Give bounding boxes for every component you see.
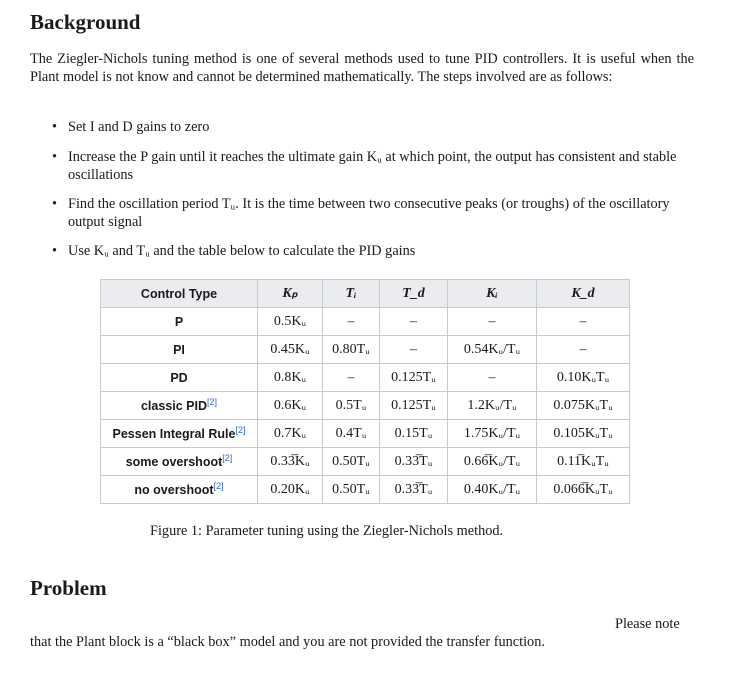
value-cell: – xyxy=(448,308,537,336)
column-header: K_d xyxy=(537,280,630,308)
value-cell: 0.4Tᵤ xyxy=(323,420,380,448)
value-cell: 0.105KᵤTᵤ xyxy=(537,420,630,448)
value-cell: 0.125Tᵤ xyxy=(380,364,448,392)
value-cell: 0.075KᵤTᵤ xyxy=(537,392,630,420)
value-cell: 1.2Kᵤ/Tᵤ xyxy=(448,392,537,420)
control-type-label: P xyxy=(174,314,184,329)
value-cell: – xyxy=(323,364,380,392)
value-cell: 0.45Kᵤ xyxy=(258,336,323,364)
control-type-cell xyxy=(101,364,258,392)
step-item: • Increase the P gain until it reaches the ultimate gain Kᵤ at which point, the output has consistent and stable oscillations xyxy=(52,148,694,184)
steps-list xyxy=(52,118,694,271)
table-row xyxy=(101,420,630,448)
value-cell: 0.15Tᵤ xyxy=(380,420,448,448)
reference-link[interactable]: [2] xyxy=(222,453,233,464)
value-cell: 0.11̅KᵤTᵤ xyxy=(537,448,630,476)
step-item: • Set I and D gains to zero xyxy=(52,118,694,136)
value-cell: – xyxy=(537,308,630,336)
table-row xyxy=(101,308,630,336)
tuning-table xyxy=(100,279,630,504)
value-cell: 0.8Kᵤ xyxy=(258,364,323,392)
control-type-cell xyxy=(101,308,258,336)
table-row xyxy=(101,364,630,392)
value-cell: 0.50Tᵤ xyxy=(323,448,380,476)
column-header: Tᵢ xyxy=(323,280,380,308)
step-item: • Find the oscillation period Tᵤ. It is the time between two consecutive peaks (or troughs) of the oscillatory output signal xyxy=(52,195,694,231)
control-type-label: no overshoot xyxy=(134,483,214,498)
reference-link[interactable]: [2] xyxy=(235,425,246,436)
control-type-cell xyxy=(101,448,258,476)
value-cell: 0.5Tᵤ xyxy=(323,392,380,420)
value-cell: 0.6Kᵤ xyxy=(258,392,323,420)
intro-paragraph: The Ziegler-Nichols tuning method is one of several methods used to tune PID controllers. It is useful when the Plant model is not know and cannot be determined mathematically. The steps involved are as follows: xyxy=(30,51,694,85)
control-type-cell xyxy=(101,476,258,504)
step-item: • Use Kᵤ and Tᵤ and the table below to calculate the PID gains xyxy=(52,242,694,260)
value-cell: 0.40Kᵤ/Tᵤ xyxy=(448,476,537,504)
value-cell: 1.75Kᵤ/Tᵤ xyxy=(448,420,537,448)
value-cell: – xyxy=(323,308,380,336)
value-cell: 0.33̅Tᵤ xyxy=(380,448,448,476)
value-cell: 0.66̅Kᵤ/Tᵤ xyxy=(448,448,537,476)
value-cell: 0.54Kᵤ/Tᵤ xyxy=(448,336,537,364)
control-type-cell xyxy=(101,392,258,420)
control-type-label: Pessen Integral Rule xyxy=(112,427,236,442)
background-heading: Background xyxy=(30,10,141,34)
column-header: T_d xyxy=(380,280,448,308)
value-cell: – xyxy=(448,364,537,392)
value-cell: 0.80Tᵤ xyxy=(323,336,380,364)
table-row xyxy=(101,448,630,476)
value-cell: 0.066̅KᵤTᵤ xyxy=(537,476,630,504)
reference-link[interactable]: [2] xyxy=(207,397,218,408)
value-cell: 0.50Tᵤ xyxy=(323,476,380,504)
table-row xyxy=(101,476,630,504)
problem-text-start: Please note xyxy=(615,616,680,632)
reference-link[interactable]: [2] xyxy=(213,481,224,492)
value-cell: – xyxy=(537,336,630,364)
control-type-cell xyxy=(101,420,258,448)
value-cell: 0.10KᵤTᵤ xyxy=(537,364,630,392)
control-type-label: PI xyxy=(173,342,185,357)
control-type-label: some overshoot xyxy=(125,455,223,470)
value-cell: 0.20Kᵤ xyxy=(258,476,323,504)
table-row xyxy=(101,336,630,364)
control-type-cell xyxy=(101,336,258,364)
column-header: Control Type xyxy=(101,280,258,308)
figure-caption: Figure 1: Parameter tuning using the Ziegler-Nichols method. xyxy=(150,523,504,539)
table-row xyxy=(101,392,630,420)
value-cell: 0.33̅Kᵤ xyxy=(258,448,323,476)
value-cell: 0.125Tᵤ xyxy=(380,392,448,420)
value-cell: – xyxy=(380,308,448,336)
value-cell: 0.7Kᵤ xyxy=(258,420,323,448)
value-cell: 0.5Kᵤ xyxy=(258,308,323,336)
problem-text: that the Plant block is a “black box” model and you are not provided the transfer function. xyxy=(30,634,545,650)
column-header: Kᵢ xyxy=(448,280,537,308)
value-cell: – xyxy=(380,336,448,364)
control-type-label: classic PID xyxy=(140,399,207,414)
column-header: Kₚ xyxy=(258,280,323,308)
value-cell: 0.33̅Tᵤ xyxy=(380,476,448,504)
control-type-label: PD xyxy=(170,370,188,385)
problem-heading: Problem xyxy=(30,576,107,600)
